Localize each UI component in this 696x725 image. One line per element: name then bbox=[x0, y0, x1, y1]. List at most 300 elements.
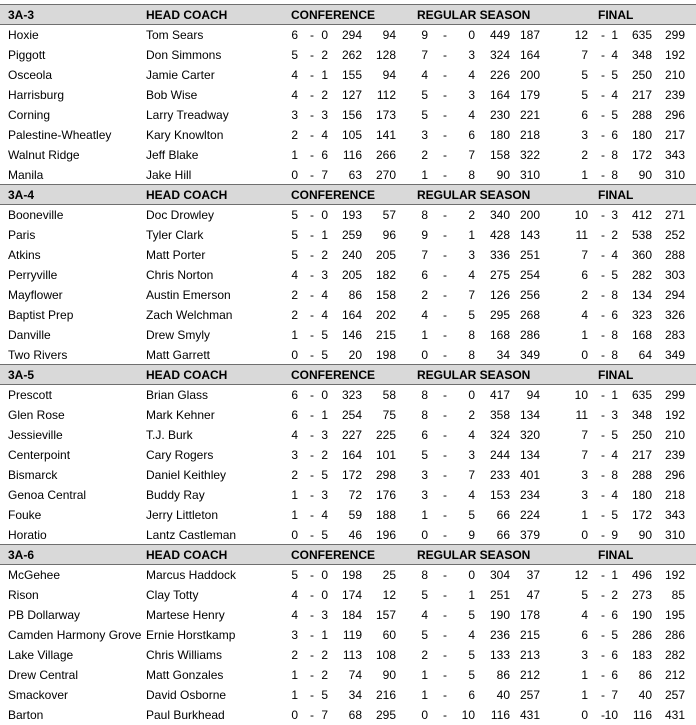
reg-dash: - bbox=[443, 428, 447, 442]
table-row bbox=[0, 225, 696, 245]
coach-name: Mark Kehner bbox=[146, 408, 215, 422]
conf-wins: 5 bbox=[291, 208, 298, 222]
conf-points-against: 198 bbox=[375, 348, 396, 362]
reg-wins: 1 bbox=[421, 508, 428, 522]
fin-wins: 4 bbox=[581, 608, 588, 622]
fin-losses: 4 bbox=[611, 48, 618, 62]
conference-header: CONFERENCE bbox=[291, 8, 376, 22]
reg-points-for: 153 bbox=[489, 488, 510, 502]
conf-points-for: 119 bbox=[342, 628, 362, 642]
fin-dash: - bbox=[601, 628, 605, 642]
conf-dash: - bbox=[310, 208, 314, 222]
conf-wins: 6 bbox=[291, 408, 298, 422]
conf-wins: 2 bbox=[291, 288, 298, 302]
fin-points-against: 218 bbox=[664, 488, 685, 502]
reg-points-for: 226 bbox=[489, 68, 510, 82]
conf-losses: 0 bbox=[321, 588, 328, 602]
reg-losses: 5 bbox=[468, 608, 475, 622]
conference-header: CONFERENCE bbox=[291, 188, 376, 202]
coach-name: David Osborne bbox=[146, 688, 227, 702]
fin-losses: 6 bbox=[611, 668, 618, 682]
fin-wins: 0 bbox=[581, 528, 588, 542]
reg-points-for: 336 bbox=[489, 248, 510, 262]
reg-wins: 3 bbox=[421, 488, 428, 502]
fin-losses: 3 bbox=[611, 408, 618, 422]
reg-losses: 5 bbox=[468, 508, 475, 522]
reg-points-against: 221 bbox=[519, 108, 540, 122]
conf-wins: 1 bbox=[291, 148, 298, 162]
table-row bbox=[0, 245, 696, 265]
team-name: McGehee bbox=[8, 568, 61, 582]
team-name: PB Dollarway bbox=[8, 608, 81, 622]
standings-section bbox=[0, 184, 696, 365]
reg-losses: 4 bbox=[468, 488, 475, 502]
coach-name: Matt Porter bbox=[146, 248, 206, 262]
reg-losses: 0 bbox=[468, 388, 475, 402]
conf-points-against: 216 bbox=[375, 688, 396, 702]
reg-points-against: 254 bbox=[519, 268, 540, 282]
conf-wins: 1 bbox=[291, 688, 298, 702]
reg-points-for: 40 bbox=[496, 688, 510, 702]
table-row bbox=[0, 525, 696, 545]
conf-wins: 4 bbox=[291, 608, 298, 622]
coach-name: Kary Knowlton bbox=[146, 128, 224, 142]
fin-points-for: 323 bbox=[631, 308, 652, 322]
conference-header: CONFERENCE bbox=[291, 368, 376, 382]
fin-points-against: 212 bbox=[664, 668, 685, 682]
reg-losses: 0 bbox=[468, 568, 475, 582]
conf-points-for: 127 bbox=[341, 88, 362, 102]
conf-wins: 6 bbox=[291, 28, 298, 42]
reg-points-for: 358 bbox=[489, 408, 510, 422]
conf-losses: 3 bbox=[321, 428, 328, 442]
conf-dash: - bbox=[310, 468, 314, 482]
reg-points-against: 179 bbox=[519, 88, 540, 102]
reg-points-against: 134 bbox=[519, 448, 540, 462]
fin-points-against: 310 bbox=[664, 168, 685, 182]
fin-wins: 1 bbox=[581, 688, 588, 702]
conf-points-against: 182 bbox=[375, 268, 396, 282]
fin-losses: 4 bbox=[611, 448, 618, 462]
reg-wins: 3 bbox=[421, 128, 428, 142]
fin-losses: 5 bbox=[611, 108, 618, 122]
reg-points-for: 34 bbox=[496, 348, 510, 362]
reg-points-for: 168 bbox=[489, 328, 510, 342]
conf-points-for: 294 bbox=[341, 28, 362, 42]
fin-losses: 5 bbox=[611, 268, 618, 282]
conf-points-for: 63 bbox=[348, 168, 362, 182]
table-row bbox=[0, 285, 696, 305]
fin-points-for: 86 bbox=[638, 668, 652, 682]
reg-points-against: 268 bbox=[519, 308, 540, 322]
reg-points-for: 233 bbox=[489, 468, 510, 482]
fin-points-against: 431 bbox=[664, 708, 685, 722]
conf-wins: 0 bbox=[291, 348, 298, 362]
fin-points-for: 183 bbox=[631, 648, 652, 662]
conf-points-against: 128 bbox=[375, 48, 396, 62]
table-row bbox=[0, 465, 696, 485]
conf-points-against: 57 bbox=[382, 208, 396, 222]
conf-dash: - bbox=[310, 88, 314, 102]
reg-dash: - bbox=[443, 488, 447, 502]
fin-points-for: 273 bbox=[631, 588, 652, 602]
conf-points-against: 158 bbox=[375, 288, 396, 302]
coach-name: Paul Burkhead bbox=[146, 708, 225, 722]
reg-wins: 3 bbox=[421, 468, 428, 482]
reg-losses: 4 bbox=[468, 108, 475, 122]
coach-name: Matt Garrett bbox=[146, 348, 211, 362]
conf-dash: - bbox=[310, 328, 314, 342]
reg-points-for: 304 bbox=[489, 568, 510, 582]
reg-wins: 2 bbox=[421, 648, 428, 662]
conf-points-for: 116 bbox=[342, 148, 362, 162]
conf-wins: 4 bbox=[291, 88, 298, 102]
fin-points-against: 271 bbox=[664, 208, 685, 222]
fin-points-against: 299 bbox=[664, 388, 685, 402]
conf-losses: 2 bbox=[321, 668, 328, 682]
conference-header: CONFERENCE bbox=[291, 548, 376, 562]
table-row bbox=[0, 485, 696, 505]
table-row bbox=[0, 565, 696, 585]
fin-dash: - bbox=[601, 668, 605, 682]
reg-wins: 1 bbox=[421, 668, 428, 682]
reg-points-against: 94 bbox=[526, 388, 540, 402]
conf-points-against: 266 bbox=[375, 148, 396, 162]
reg-losses: 5 bbox=[468, 668, 475, 682]
reg-wins: 5 bbox=[421, 88, 428, 102]
reg-losses: 10 bbox=[461, 708, 475, 722]
fin-wins: 12 bbox=[574, 568, 588, 582]
reg-points-against: 349 bbox=[519, 348, 540, 362]
conf-points-for: 184 bbox=[341, 608, 362, 622]
reg-dash: - bbox=[443, 228, 447, 242]
reg-losses: 8 bbox=[468, 328, 475, 342]
fin-points-for: 40 bbox=[638, 688, 652, 702]
reg-points-against: 200 bbox=[519, 208, 540, 222]
reg-losses: 4 bbox=[468, 628, 475, 642]
fin-points-for: 412 bbox=[631, 208, 652, 222]
fin-points-against: 349 bbox=[664, 348, 685, 362]
fin-losses: 5 bbox=[611, 628, 618, 642]
fin-losses: 5 bbox=[611, 508, 618, 522]
team-name: Drew Central bbox=[8, 668, 79, 682]
reg-points-for: 324 bbox=[489, 428, 510, 442]
conf-points-for: 174 bbox=[341, 588, 362, 602]
fin-wins: 2 bbox=[581, 148, 588, 162]
coach-name: T.J. Burk bbox=[146, 428, 193, 442]
reg-losses: 6 bbox=[468, 688, 475, 702]
reg-points-for: 295 bbox=[489, 308, 510, 322]
coach-name: Jerry Littleton bbox=[146, 508, 219, 522]
fin-wins: 11 bbox=[575, 408, 588, 422]
fin-points-for: 348 bbox=[631, 408, 652, 422]
table-row bbox=[0, 145, 696, 165]
fin-losses: 8 bbox=[611, 468, 618, 482]
reg-points-against: 401 bbox=[519, 468, 540, 482]
fin-points-against: 294 bbox=[664, 288, 685, 302]
fin-losses: 6 bbox=[611, 648, 618, 662]
table-row bbox=[0, 165, 696, 185]
coach-name: Jake Hill bbox=[146, 168, 192, 182]
team-name: Fouke bbox=[8, 508, 42, 522]
conf-dash: - bbox=[310, 668, 314, 682]
conf-losses: 3 bbox=[321, 268, 328, 282]
table-row bbox=[0, 585, 696, 605]
fin-points-for: 64 bbox=[638, 348, 652, 362]
table-row bbox=[0, 505, 696, 525]
conf-losses: 4 bbox=[321, 308, 328, 322]
team-name: Perryville bbox=[8, 268, 58, 282]
fin-dash: - bbox=[601, 348, 605, 362]
coach-name: Daniel Keithley bbox=[146, 468, 227, 482]
coach-name: Martese Henry bbox=[146, 608, 225, 622]
conf-dash: - bbox=[310, 488, 314, 502]
fin-points-for: 190 bbox=[631, 608, 652, 622]
conf-wins: 4 bbox=[291, 428, 298, 442]
coach-name: Chris Norton bbox=[146, 268, 214, 282]
fin-wins: 3 bbox=[581, 128, 588, 142]
conf-wins: 0 bbox=[291, 528, 298, 542]
fin-points-for: 180 bbox=[631, 128, 652, 142]
reg-points-against: 215 bbox=[519, 628, 540, 642]
table-row bbox=[0, 205, 696, 225]
table-row bbox=[0, 425, 696, 445]
conf-losses: 2 bbox=[321, 648, 328, 662]
conf-points-against: 96 bbox=[382, 228, 396, 242]
conf-points-for: 20 bbox=[348, 348, 362, 362]
reg-points-against: 256 bbox=[519, 288, 540, 302]
conf-dash: - bbox=[310, 148, 314, 162]
regular-season-header: REGULAR SEASON bbox=[417, 188, 531, 202]
fin-wins: 5 bbox=[581, 588, 588, 602]
fin-losses: 6 bbox=[611, 608, 618, 622]
conf-losses: 6 bbox=[321, 148, 328, 162]
fin-points-against: 195 bbox=[664, 608, 685, 622]
fin-dash: - bbox=[601, 448, 605, 462]
team-name: Atkins bbox=[8, 248, 41, 262]
fin-dash: - bbox=[601, 268, 605, 282]
reg-dash: - bbox=[443, 568, 447, 582]
conf-losses: 5 bbox=[321, 328, 328, 342]
conf-losses: 7 bbox=[321, 708, 328, 722]
reg-dash: - bbox=[443, 68, 447, 82]
fin-dash: - bbox=[601, 28, 605, 42]
reg-points-against: 213 bbox=[519, 648, 540, 662]
reg-losses: 6 bbox=[468, 128, 475, 142]
table-row bbox=[0, 25, 696, 45]
reg-losses: 7 bbox=[468, 288, 475, 302]
conf-points-against: 270 bbox=[375, 168, 396, 182]
conf-points-against: 94 bbox=[382, 68, 396, 82]
reg-losses: 3 bbox=[468, 248, 475, 262]
conf-losses: 1 bbox=[321, 228, 328, 242]
reg-wins: 6 bbox=[421, 428, 428, 442]
conf-wins: 5 bbox=[291, 568, 298, 582]
table-row bbox=[0, 665, 696, 685]
head-coach-header: HEAD COACH bbox=[146, 548, 228, 562]
reg-points-against: 47 bbox=[526, 588, 540, 602]
reg-points-for: 164 bbox=[489, 88, 510, 102]
fin-points-for: 172 bbox=[631, 508, 652, 522]
conf-wins: 4 bbox=[291, 588, 298, 602]
table-row bbox=[0, 445, 696, 465]
coach-name: Zach Welchman bbox=[146, 308, 233, 322]
fin-points-against: 85 bbox=[671, 588, 685, 602]
reg-wins: 1 bbox=[421, 688, 428, 702]
conf-points-for: 164 bbox=[341, 448, 362, 462]
reg-losses: 5 bbox=[468, 308, 475, 322]
reg-wins: 5 bbox=[421, 108, 428, 122]
fin-losses: 6 bbox=[611, 308, 618, 322]
team-name: Camden Harmony Grove bbox=[8, 628, 142, 642]
reg-losses: 4 bbox=[468, 68, 475, 82]
conf-dash: - bbox=[310, 628, 314, 642]
reg-dash: - bbox=[443, 648, 447, 662]
fin-wins: 1 bbox=[581, 168, 588, 182]
reg-dash: - bbox=[443, 388, 447, 402]
reg-points-against: 286 bbox=[519, 328, 540, 342]
reg-losses: 5 bbox=[468, 648, 475, 662]
reg-points-for: 417 bbox=[489, 388, 510, 402]
conf-points-for: 164 bbox=[341, 308, 362, 322]
head-coach-header: HEAD COACH bbox=[146, 188, 228, 202]
conf-wins: 2 bbox=[291, 128, 298, 142]
fin-losses: 10 bbox=[604, 708, 618, 722]
section-header bbox=[0, 4, 696, 25]
coach-name: Drew Smyly bbox=[146, 328, 211, 342]
conf-wins: 5 bbox=[291, 48, 298, 62]
conf-wins: 1 bbox=[291, 668, 298, 682]
team-name: Walnut Ridge bbox=[8, 148, 80, 162]
reg-losses: 0 bbox=[468, 28, 475, 42]
fin-losses: 5 bbox=[611, 68, 618, 82]
team-name: Horatio bbox=[8, 528, 47, 542]
conf-dash: - bbox=[310, 688, 314, 702]
reg-dash: - bbox=[443, 348, 447, 362]
fin-dash: - bbox=[601, 588, 605, 602]
reg-wins: 4 bbox=[421, 308, 428, 322]
coach-name: Brian Glass bbox=[146, 388, 209, 402]
fin-dash: - bbox=[601, 388, 605, 402]
conf-losses: 3 bbox=[321, 608, 328, 622]
fin-dash: - bbox=[601, 48, 605, 62]
fin-points-against: 343 bbox=[664, 148, 685, 162]
fin-points-for: 286 bbox=[631, 628, 652, 642]
reg-dash: - bbox=[443, 28, 447, 42]
fin-wins: 11 bbox=[575, 228, 588, 242]
conf-points-against: 94 bbox=[382, 28, 396, 42]
reg-points-against: 234 bbox=[519, 488, 540, 502]
fin-wins: 4 bbox=[581, 308, 588, 322]
fin-points-against: 343 bbox=[664, 508, 685, 522]
reg-dash: - bbox=[443, 608, 447, 622]
conf-points-for: 68 bbox=[348, 708, 362, 722]
reg-points-for: 126 bbox=[489, 288, 510, 302]
team-name: Prescott bbox=[8, 388, 53, 402]
conf-losses: 0 bbox=[321, 28, 328, 42]
fin-points-for: 168 bbox=[631, 328, 652, 342]
conf-points-for: 155 bbox=[341, 68, 362, 82]
fin-dash: - bbox=[601, 408, 605, 422]
reg-wins: 8 bbox=[421, 208, 428, 222]
conf-points-against: 173 bbox=[375, 108, 396, 122]
fin-wins: 7 bbox=[581, 248, 588, 262]
conf-losses: 1 bbox=[321, 628, 328, 642]
reg-points-against: 178 bbox=[519, 608, 540, 622]
conf-losses: 2 bbox=[321, 48, 328, 62]
fin-points-against: 299 bbox=[664, 28, 685, 42]
fin-dash: - bbox=[601, 68, 605, 82]
coach-name: Clay Totty bbox=[146, 588, 199, 602]
reg-dash: - bbox=[443, 88, 447, 102]
conf-dash: - bbox=[310, 528, 314, 542]
team-name: Osceola bbox=[8, 68, 53, 82]
fin-dash: - bbox=[601, 148, 605, 162]
fin-losses: 7 bbox=[611, 688, 618, 702]
table-row bbox=[0, 265, 696, 285]
conf-points-against: 12 bbox=[382, 588, 396, 602]
reg-wins: 2 bbox=[421, 288, 428, 302]
reg-dash: - bbox=[443, 308, 447, 322]
coach-name: Marcus Haddock bbox=[146, 568, 237, 582]
coach-name: Austin Emerson bbox=[146, 288, 231, 302]
table-row bbox=[0, 605, 696, 625]
fin-points-for: 538 bbox=[631, 228, 652, 242]
fin-points-for: 172 bbox=[631, 148, 652, 162]
conf-losses: 3 bbox=[321, 108, 328, 122]
fin-dash: - bbox=[601, 228, 605, 242]
fin-points-against: 252 bbox=[664, 228, 685, 242]
conf-wins: 6 bbox=[291, 388, 298, 402]
fin-points-against: 303 bbox=[664, 268, 685, 282]
team-name: Smackover bbox=[8, 688, 69, 702]
coach-name: Tom Sears bbox=[146, 28, 204, 42]
conf-points-for: 105 bbox=[341, 128, 362, 142]
team-name: Two Rivers bbox=[8, 348, 68, 362]
conf-wins: 2 bbox=[291, 648, 298, 662]
coach-name: Jamie Carter bbox=[146, 68, 215, 82]
team-name: Paris bbox=[8, 228, 36, 242]
reg-points-for: 86 bbox=[496, 668, 510, 682]
conf-points-against: 176 bbox=[375, 488, 396, 502]
section-header bbox=[0, 544, 696, 565]
reg-dash: - bbox=[443, 688, 447, 702]
conf-dash: - bbox=[310, 568, 314, 582]
conf-dash: - bbox=[310, 168, 314, 182]
reg-wins: 9 bbox=[421, 228, 428, 242]
final-header: FINAL bbox=[598, 368, 634, 382]
reg-points-for: 244 bbox=[489, 448, 510, 462]
conf-dash: - bbox=[310, 288, 314, 302]
team-name: Centerpoint bbox=[8, 448, 71, 462]
reg-points-against: 257 bbox=[519, 688, 540, 702]
fin-dash: - bbox=[601, 168, 605, 182]
reg-losses: 8 bbox=[468, 168, 475, 182]
reg-wins: 1 bbox=[421, 168, 428, 182]
fin-dash: - bbox=[601, 288, 605, 302]
fin-wins: 0 bbox=[581, 708, 588, 722]
conf-losses: 0 bbox=[321, 208, 328, 222]
fin-points-against: 239 bbox=[664, 448, 685, 462]
fin-points-against: 286 bbox=[664, 628, 685, 642]
fin-wins: 6 bbox=[581, 108, 588, 122]
reg-dash: - bbox=[443, 628, 447, 642]
head-coach-header: HEAD COACH bbox=[146, 368, 228, 382]
conf-points-against: 188 bbox=[375, 508, 396, 522]
conf-wins: 3 bbox=[291, 108, 298, 122]
conf-points-for: 46 bbox=[348, 528, 362, 542]
conf-dash: - bbox=[310, 268, 314, 282]
